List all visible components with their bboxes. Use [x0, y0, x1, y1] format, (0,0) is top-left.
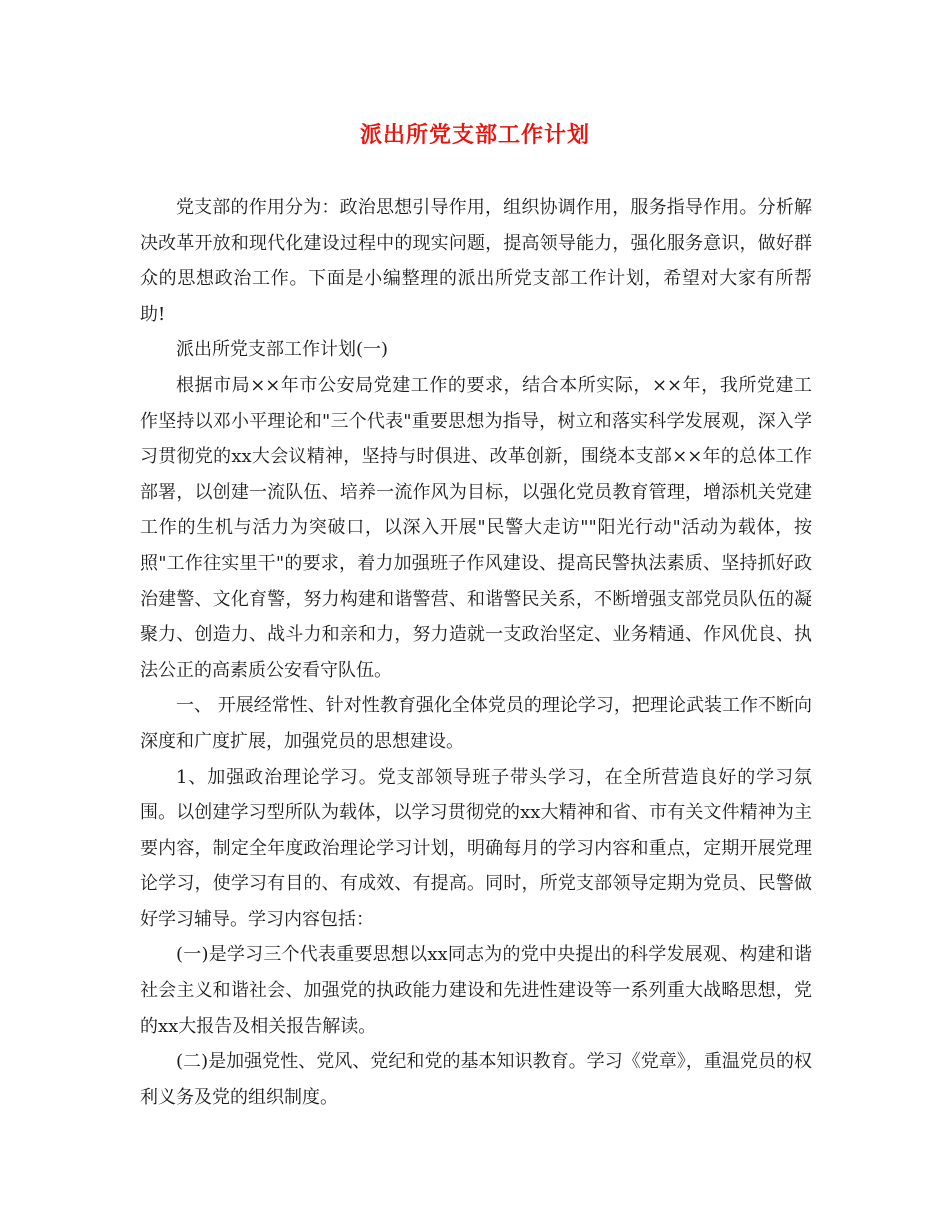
intro-paragraph: 党支部的作用分为：政治思想引导作用，组织协调作用，服务指导作用。分析解决改革开放和现代化建设过程中的现实问题，提高领导能力，强化服务意识，做好群众的思想政治工作。下面是小编整理的派出所党支部工作计划，希望对大家有所帮助! [140, 197, 812, 325]
section-heading: 派出所党支部工作计划(一) [176, 339, 389, 361]
body-paragraph: (二)是加强党性、党风、党纪和党的基本知识教育。学习《党章》，重温党员的权利义务及党的组织制度。 [140, 1051, 812, 1108]
body-paragraph: (一)是学习三个代表重要思想以xx同志为的党中央提出的科学发展观、构建和谐社会主义和谐社会、加强党的执政能力建设和先进性建设等一系列重大战略思想，党的xx大报告及相关报告解读。 [140, 944, 812, 1037]
body-paragraph: 根据市局××年市公安局党建工作的要求，结合本所实际，××年，我所党建工作坚持以邓小平理论和"三个代表"重要思想为指导，树立和落实科学发展观，深入学习贯彻党的xx大会议精神，坚持与时俱进、改革创新，围绕本支部××年的总体工作部署，以创建一流队伍、培养一流作风为目标，以强化党员教育管理，增添机关党建工作的生机与活力为突破口，以深入开展"民警大走访""阳光行动"活动为载体，按照"工作往实里干"的要求，着力加强班子作风建设、提高民警执法素质、坚持抓好政治建警、文化育警，努力构建和谐警营、和谐警民关系，不断增强支部党员队伍的凝聚力、创造力、战斗力和亲和力，努力造就一支政治坚定、业务精通、作风优良、执法公正的高素质公安看守队伍。 [140, 374, 812, 681]
numbered-heading: 一、 开展经常性、针对性教育强化全体党员的理论学习，把理论武装工作不断向深度和广度扩展，加强党员的思想建设。 [140, 695, 812, 752]
document-title: 派出所党支部工作计划 [359, 122, 590, 148]
document-body [140, 190, 812, 1115]
body-paragraph: 1、加强政治理论学习。党支部领导班子带头学习，在全所营造良好的学习氛围。以创建学习型所队为载体，以学习贯彻党的xx大精神和省、市有关文件精神为主要内容，制定全年度政治理论学习计划，明确每月的学习内容和重点，定期开展党理论学习，使学习有目的、有成效、有提高。同时，所党支部领导定期为党员、民警做好学习辅导。学习内容包括： [140, 766, 812, 930]
